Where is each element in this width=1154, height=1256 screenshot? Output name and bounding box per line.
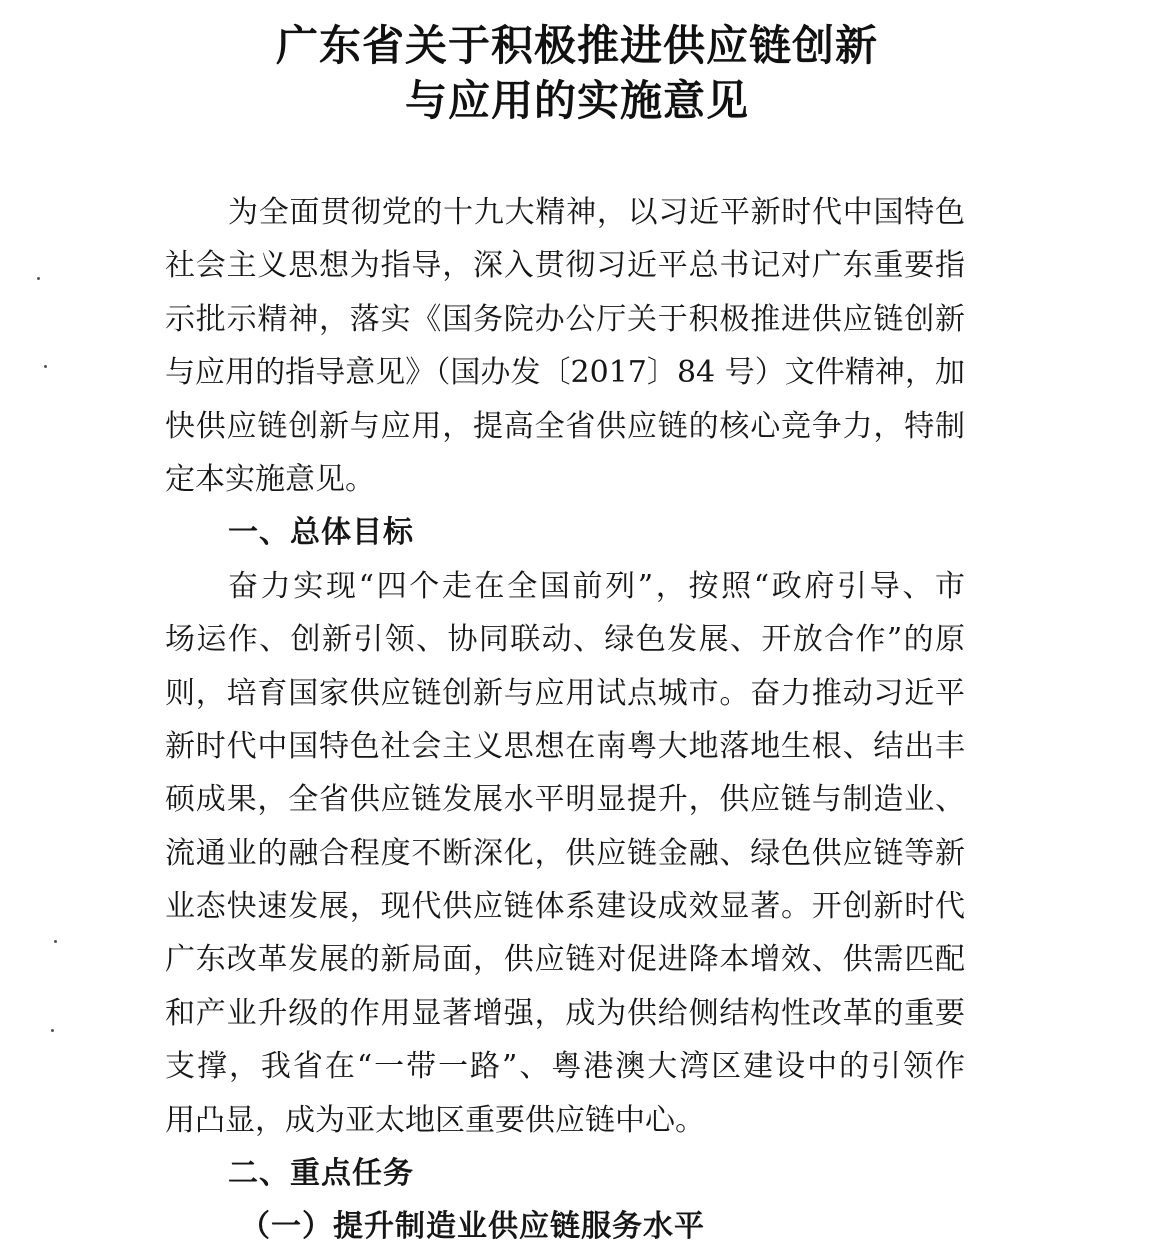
paragraph-line: 新时代中国特色社会主义思想在南粤大地落地生根、结出丰 [165, 728, 965, 764]
scan-speck [37, 277, 40, 280]
title-line-2: 与应用的实施意见 [404, 76, 749, 125]
paragraph-line: 支撑，我省在“一带一路”、粤港澳大湾区建设中的引领作 [165, 1049, 965, 1085]
paragraph-line: 硕成果，全省供应链发展水平明显提升，供应链与制造业、 [165, 782, 965, 818]
intro-paragraph [165, 186, 965, 506]
section-heading: 二、重点任务 [228, 1156, 414, 1192]
paragraph-line: 和产业升级的作用显著增强，成为供给侧结构性改革的重要 [165, 995, 965, 1031]
title-line-1: 广东省关于积极推进供应链创新 [275, 21, 878, 70]
paragraph-line: 与应用的指导意见》（国办发〔2017〕84 号）文件精神，加 [165, 355, 965, 391]
paragraph-line: 流通业的融合程度不断深化，供应链金融、绿色供应链等新 [165, 835, 965, 871]
paragraph-line: 业态快速发展，现代供应链体系建设成效显著。开创新时代 [165, 889, 965, 925]
paragraph-line: 则，培育国家供应链创新与应用试点城市。奋力推动习近平 [165, 675, 965, 711]
scan-speck [51, 1029, 54, 1032]
paragraph-line: 为全面贯彻党的十九大精神，以习近平新时代中国特色 [228, 195, 965, 230]
section-heading: 一、总体目标 [228, 515, 414, 551]
paragraph-line: 定本实施意见。 [165, 461, 375, 497]
paragraph-line: 快供应链创新与应用，提高全省供应链的核心竞争力，特制 [165, 408, 965, 444]
paragraph-line: 社会主义思想为指导，深入贯彻习近平总书记对广东重要指 [165, 248, 965, 284]
paragraph-line: 示批示精神，落实《国务院办公厅关于积极推进供应链创新 [165, 301, 965, 337]
paragraph-line: 场运作、创新引领、协同联动、绿色发展、开放合作”的原 [165, 622, 965, 658]
paragraph-line: 奋力实现“四个走在全国前列”，按照“政府引导、市 [228, 568, 965, 604]
document-body [165, 186, 965, 1254]
paragraph-line: 广东改革发展的新局面，供应链对促进降本增效、供需匹配 [165, 942, 965, 978]
document-title [0, 18, 1154, 128]
paragraph-line: 用凸显，成为亚太地区重要供应链中心。 [165, 1102, 705, 1138]
subsection-heading: （一）提升制造业供应链服务水平 [240, 1209, 705, 1245]
section-1-paragraph [165, 560, 965, 1147]
scan-speck [44, 365, 47, 368]
scan-speck [54, 940, 57, 943]
